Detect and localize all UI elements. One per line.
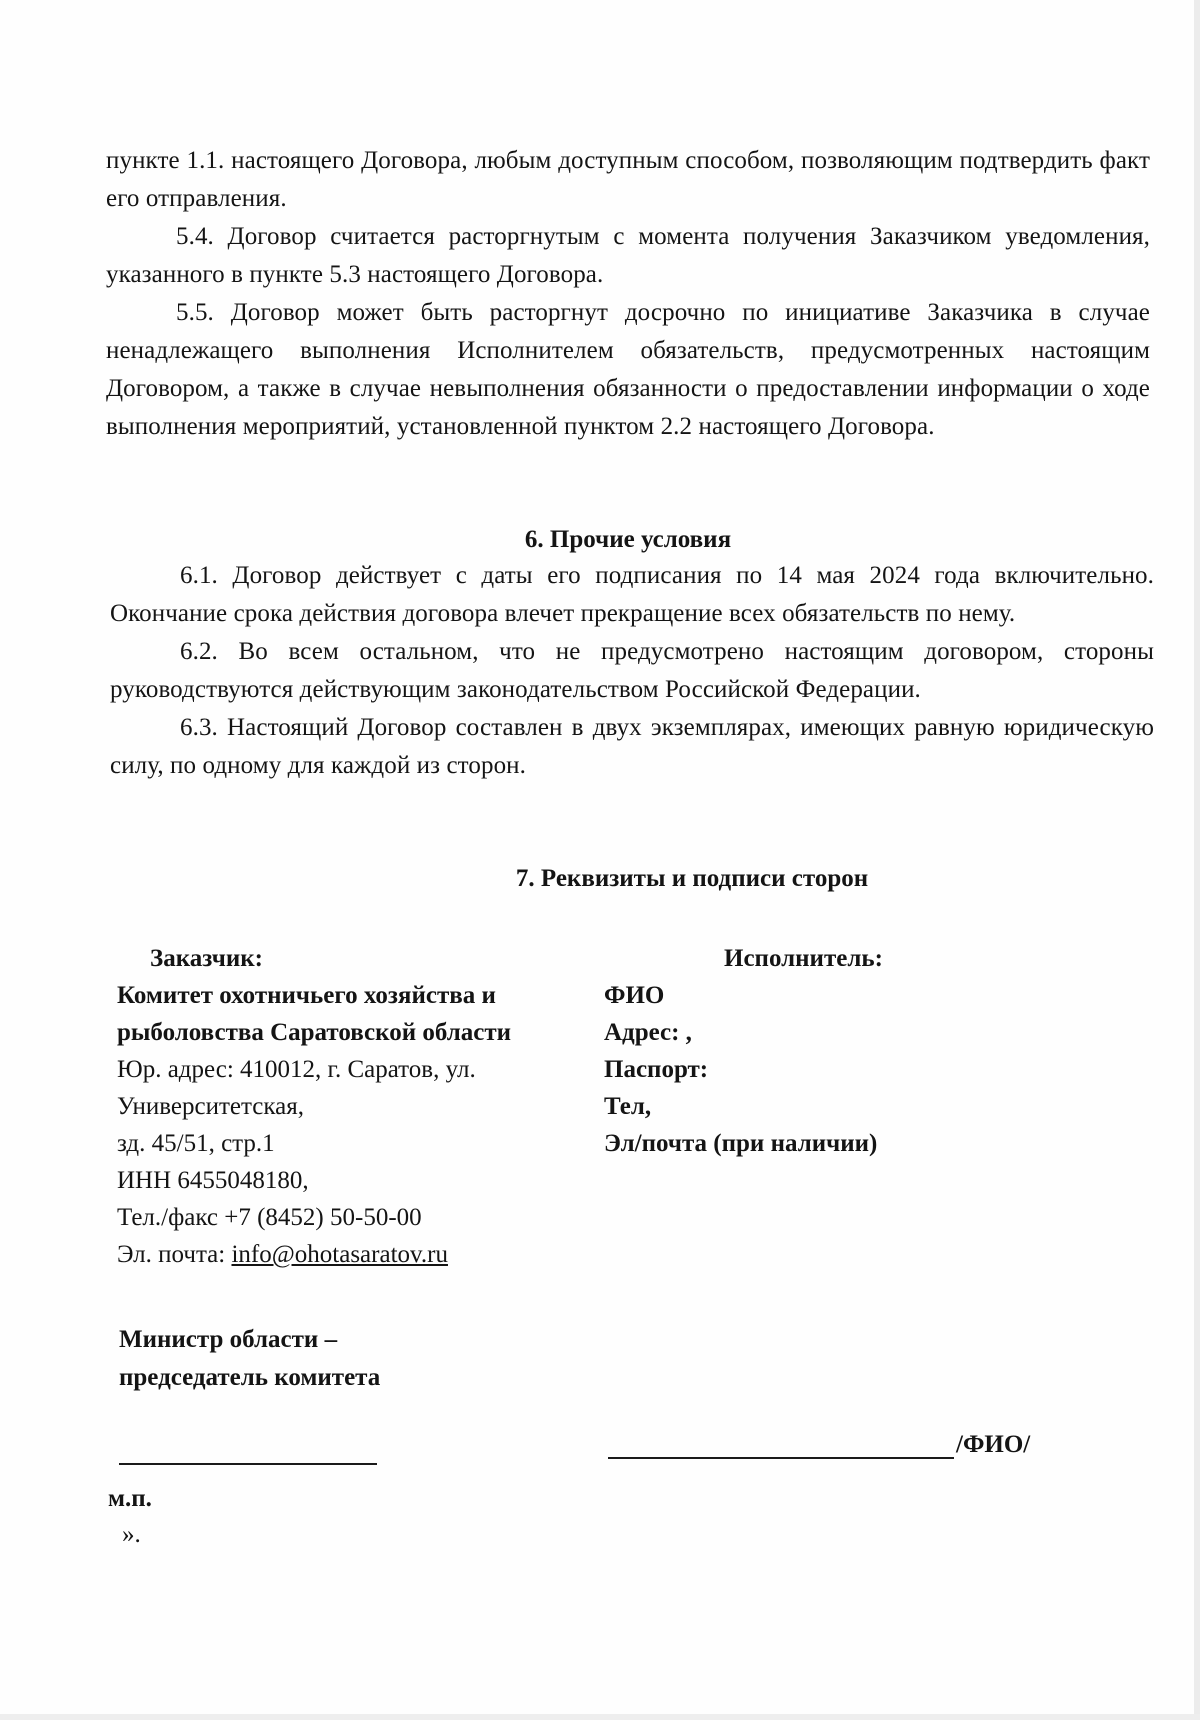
contractor-requisites [604, 940, 1084, 1162]
stamp-mark: м.п. [108, 1485, 152, 1512]
paragraph-5-3-continuation: пункте 1.1. настоящего Договора, любым доступным способом, позволяющим подтвердить факт его отправления. [106, 147, 1150, 212]
contractor-address: Адрес: , [604, 1019, 692, 1046]
contractor-email: Эл/почта (при наличии) [604, 1130, 878, 1157]
paragraph-6-1: 6.1. Договор действует с даты его подписания по 14 мая 2024 года включительно. Окончание срока действия договора влечет прекращение всех обязательств по нему. [110, 562, 1154, 627]
paragraph-5-5: 5.5. Договор может быть расторгнут досрочно по инициативе Заказчика в случае ненадлежащего выполнения Исполнителем обязательств, предусмотренных настоящим Договором, а также в случае невыполнения обязанности о предоставлении информации о ходе выполнения мероприятий, установленной пунктом 2.2 настоящего Договора. [106, 299, 1150, 440]
customer-signer-title [119, 1321, 380, 1397]
customer-email-link[interactable]: info@ohotasaratov.ru [231, 1241, 448, 1268]
contractor-signature-line [608, 1457, 954, 1459]
customer-org-name-line2: рыболовства Саратовской области [117, 1019, 512, 1046]
section-5-text [106, 142, 1150, 446]
contractor-role-label: Исполнитель: [724, 945, 883, 972]
section-6-heading: 6. Прочие условия [524, 526, 732, 553]
customer-role-label: Заказчик: [150, 945, 264, 972]
customer-signature-line [119, 1463, 377, 1465]
customer-inn: ИНН 6455048180, [117, 1167, 309, 1194]
contractor-signature-name: /ФИО/ [956, 1431, 1031, 1458]
section-7-heading: 7. Реквизиты и подписи сторон [515, 865, 869, 892]
section-6-text [110, 557, 1154, 785]
customer-email-row [117, 1236, 617, 1273]
customer-signer-title-line2: председатель комитета [119, 1364, 381, 1391]
paragraph-5-4: 5.4. Договор считается расторгнутым с момента получения Заказчиком уведомления, указанного в пункте 5.3 настоящего Договора. [106, 223, 1150, 288]
customer-phone: Тел./факс +7 (8452) 50-50-00 [117, 1204, 422, 1231]
customer-signer-title-line1: Министр области – [119, 1326, 338, 1353]
customer-address-line1: Юр. адрес: 410012, г. Саратов, ул. [117, 1056, 476, 1083]
closing-quote-mark: ». [122, 1521, 141, 1548]
contractor-passport: Паспорт: [604, 1056, 709, 1083]
contractor-name: ФИО [604, 982, 665, 1009]
customer-address-line2: Университетская, [117, 1093, 304, 1120]
customer-email-label: Эл. почта: [117, 1241, 232, 1268]
scan-edge-bottom [0, 1714, 1200, 1720]
paragraph-6-3: 6.3. Настоящий Договор составлен в двух экземплярах, имеющих равную юридическую силу, по одному для каждой из сторон. [110, 714, 1154, 779]
customer-org-name-line1: Комитет охотничьего хозяйства и [117, 982, 496, 1009]
paragraph-6-2: 6.2. Во всем остальном, что не предусмотрено настоящим договором, стороны руководствуются действующим законодательством Российской Федерации. [110, 638, 1154, 703]
customer-address-line3: зд. 45/51, стр.1 [117, 1130, 275, 1157]
customer-requisites [117, 940, 617, 1273]
contractor-phone: Тел, [604, 1093, 652, 1120]
